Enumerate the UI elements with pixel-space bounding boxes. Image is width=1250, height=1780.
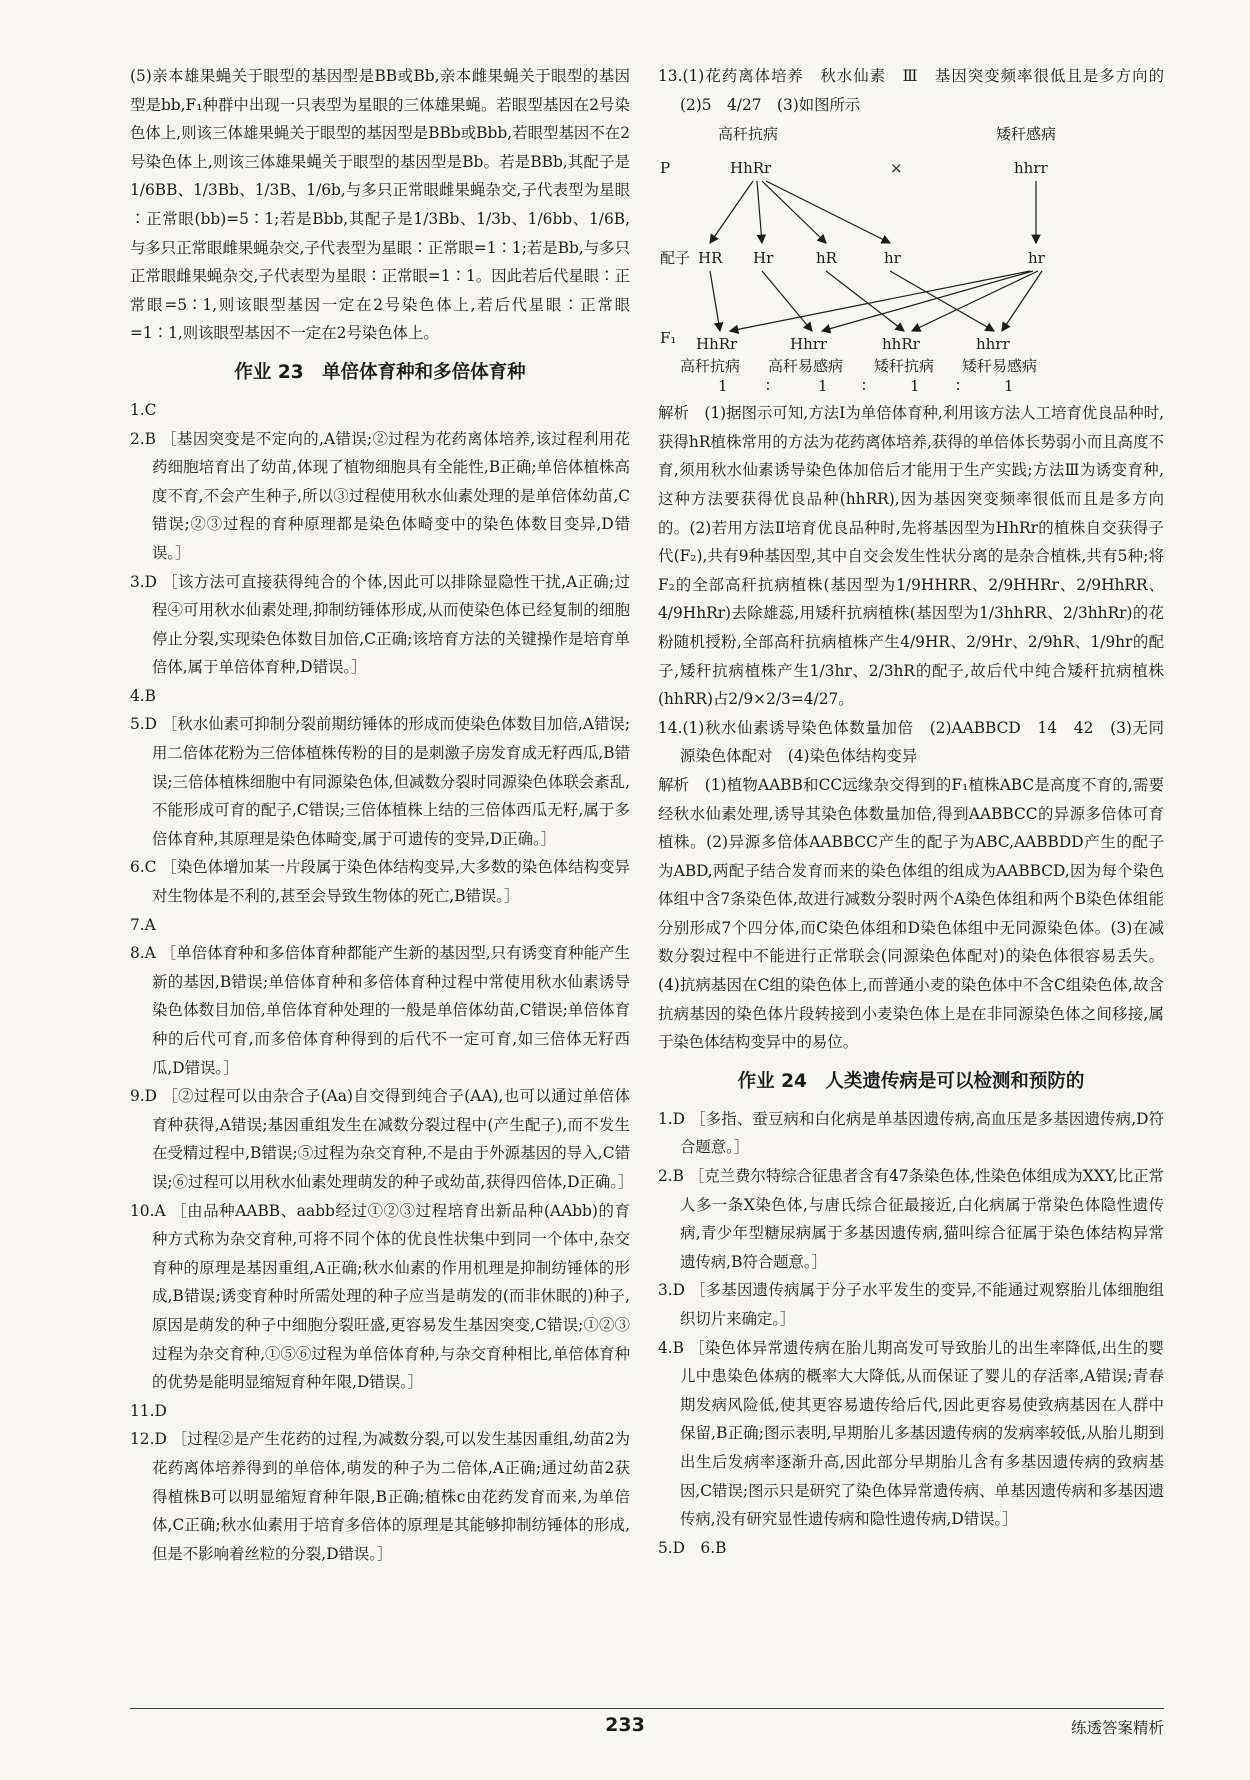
answer-5: (5)亲本雄果蝇关于眼型的基因型是BB或Bb,亲本雌果蝇关于眼型的基因型是bb,F₁种群中出现一只表型为星眼的三体雄果蝇。若眼型基因在2号染色体上,则该三体雄果蝇关于眼型的基因型是BBb或Bbb,若眼型基因不在2号染色体上,则该三体雄果蝇关于眼型的基因型是Bb。若是BBb,其配子是1/6BB、1/3Bb、1/3B、1/6b,与多只正常眼雌果蝇杂交,子代表型为星眼∶正常眼(bb)=5∶1;若是Bbb,其配子是1/3Bb、1/3b、1/6bb、1/6B,与多只正常眼雌果蝇杂交,子代表型为星眼∶正常眼=1∶1;若是Bb,与多只正常眼雌果蝇杂交,子代表型为星眼∶正常眼=1∶1。因此若后代星眼∶正常眼=5∶1,则该眼型基因一定在2号染色体上,若后代星眼∶正常眼=1∶1,则该眼型基因不一定在2号染色体上。	[130, 67, 630, 343]
analysis-13: 解析 (1)据图示可知,方法Ⅰ为单倍体育种,利用该方法人工培育优良品种时,获得hR植株常用的方法为花药离体培养,获得的单倍体长势弱小而且高度不育,须用秋水仙素诱导染色体加倍后才能用于生产实践;方法Ⅲ为诱变育种,这种方法要获得优良品种(hhRR),因为基因突变频率很低而且是多方向的。(2)若用方法Ⅱ培育优良品种时,先将基因型为HhRr的植株自交获得子代(F₂),共有9种基因型,其中自交会发生性状分离的是杂合植株,共有5种;将F₂的全部高秆抗病植株(基因型为1/9HHRR、2/9HHRr、2/9HhRR、4/9HhRr)去除雄蕊,用矮秆抗病植株(基因型为1/3hhRR、2/3hhRr)的花粉随机授粉,全部高秆抗病植株产生4/9HR、2/9Hr、2/9hR、1/9hr的配子,矮秆抗病植株产生1/3hr、2/3hR的配子,故后代中纯合矮秆抗病植株(hhRR)占2/9×2/3=4/27。	[658, 404, 1164, 709]
answer-item: 8.A ［单倍体育种和多倍体育种都能产生新的基因型,只有诱变育种能产生新的基因,B错误;单倍体育种和多倍体育种过程中常使用秋水仙素诱导染色体数目加倍,单倍体育种处理的一般是单倍体幼苗,C错误;单倍体育种的后代可育,而多倍体育种得到的后代不一定可育,如三倍体无籽西瓜,D错误。］	[130, 944, 630, 1077]
page-number: 233	[605, 1714, 645, 1736]
answer-item: 2.B ［基因突变是不定向的,A错误;②过程为花药离体培养,该过程利用花药细胞培育出了幼苗,体现了植物细胞具有全能性,B正确;单倍体植株高度不育,不会产生种子,所以③过程使用秋水仙素处理的是单倍体幼苗,C错误;②③过程的育种原理都是染色体畸变中的染色体数目变异,D错误。］	[130, 429, 630, 562]
offspring-phenotype: 高秆抗病	[680, 357, 741, 376]
cross-symbol: ×	[890, 159, 903, 178]
answer-item: 2.B ［克兰费尔特综合征患者含有47条染色体,性染色体组成为XXY,比正常人多一条X染色体,与唐氏综合征最接近,白化病属于常染色体隐性遗传病,青少年型糖尿病属于多基因遗传病,猫叫综合征属于染色体结构异常遗传病,B符合题意。］	[658, 1167, 1164, 1271]
meiosis-arrows	[710, 181, 1036, 243]
answer-item: 3.D ［多基因遗传病属于分子水平发生的变异,不能通过观察胎儿体细胞组织切片来确定。］	[658, 1281, 1164, 1328]
ratio-separator: ∶	[862, 377, 866, 394]
gamete-parent2: hr	[1028, 249, 1045, 268]
answer-item: 6.C ［染色体增加某一片段属于染色体结构变异,大多数的染色体结构变异对生物体是不利的,甚至会导致生物体的死亡,B错误。］	[130, 858, 630, 906]
right-column	[658, 62, 1180, 1562]
parent1-phenotype: 高秆抗病	[718, 125, 779, 144]
answer-item: 4.B	[130, 686, 156, 705]
ratio-value: 1	[718, 377, 728, 394]
answer-item: 1.D ［多指、蚕豆病和白化病是单基因遗传病,高血压是多基因遗传病,D符合题意。］	[658, 1109, 1164, 1157]
offspring-genotype: HhRr	[696, 335, 738, 354]
answer-item: 11.D	[130, 1401, 167, 1420]
genetic-cross-diagram	[658, 121, 1164, 393]
parent2-genotype: hhrr	[1014, 159, 1048, 178]
ratio-value: 1	[1004, 377, 1014, 394]
section-title-23: 作业 23 单倍体育种和多倍体育种	[234, 361, 526, 383]
offspring-phenotype: 矮秆抗病	[874, 357, 935, 376]
gamete-hr4: hr	[884, 249, 901, 268]
offspring-genotype: Hhrr	[790, 335, 828, 354]
left-column	[130, 62, 634, 1568]
gamete-hr1: HR	[698, 249, 723, 268]
ratio-value: 1	[818, 377, 828, 394]
answer-item: 7.A	[130, 915, 156, 934]
ratio-separator: ∶	[766, 377, 770, 394]
f1-label: F₁	[660, 329, 677, 348]
offspring-genotype: hhRr	[882, 335, 920, 354]
answer-item: 3.D ［该方法可直接获得纯合的个体,因此可以排除显隐性干扰,A正确;过程④可用秋水仙素处理,抑制纺锤体形成,从而使染色体已经复制的细胞停止分裂,实现染色体数目加倍,C正确;该培育方法的关键操作是培育单倍体,属于单倍体育种,D错误。］	[130, 572, 630, 677]
parent1-genotype: HhRr	[730, 159, 772, 178]
answer-item: 5.D 6.B	[658, 1538, 727, 1557]
ratio-separator: ∶	[956, 377, 960, 394]
footer-rule	[130, 1708, 1164, 1709]
offspring-phenotype: 矮秆易感病	[962, 357, 1038, 376]
parent2-phenotype: 矮秆感病	[996, 125, 1057, 144]
answer-item: 10.A ［由品种AABB、aabb经过①②③过程培育出新品种(AAbb)的育种方式称为杂交育种,可将不同个体的优良性状集中到同一个体中,杂交育种的原理是基因重组,A正确;秋水仙素的作用机理是抑制纺锤体的形成,B错误;诱变育种时所需处理的种子应当是萌发的(而非休眠的)种子,原因是萌发的种子中细胞分裂旺盛,更容易发生基因突变,C错误;①②③过程为杂交育种,①⑤⑥过程为单倍体育种,与杂交育种相比,单倍体育种的优势是能明显缩短育种年限,D错误。］	[130, 1201, 630, 1392]
answer-item: 12.D ［过程②是产生花药的过程,为减数分裂,可以发生基因重组,幼苗2为花药离体培养得到的单倍体,萌发的种子为二倍体,A正确;通过幼苗2获得植株B可以明显缩短育种年限,B正确;植株c由花药发育而来,为单倍体,C正确;秋水仙素用于培育多倍体的原理是其能够抑制纺锤体的形成,但是不影响着丝粒的分裂,D错误。］	[130, 1430, 630, 1563]
gamete-hr2: Hr	[753, 249, 774, 268]
answer-item: 1.C	[130, 400, 157, 419]
footer-label: 练透答案精析	[1070, 1719, 1164, 1737]
analysis-14: 解析 (1)植物AABB和CC远缘杂交得到的F₁植株ABC是高度不育的,需要经秋水仙素处理,诱导其染色体数量加倍,得到AABBCC的异源多倍体可育植株。(2)异源多倍体AABBCC产生的配子为ABC,AABBDD产生的配子为ABD,两配子结合发育而来的染色体组的组成为AABBCD,因为每个染色体组中含7条染色体,故进行减数分裂时两个A染色体组和两个B染色体组能分别形成7个四分体,而C染色体组和D染色体组中无同源染色体。(3)在减数分裂过程中不能进行正常联会(同源染色体配对)的染色体很容易丢失。(4)抗病基因在C组的染色体上,而普通小麦的染色体中不含C组染色体,故含抗病基因的染色体片段转接到小麦染色体上是在非同源染色体之间移接,属于染色体结构变异中的易位。	[658, 775, 1164, 1052]
ratio-value: 1	[910, 377, 920, 394]
answer-item: 9.D ［②过程可以由杂合子(Aa)自交得到纯合子(AA),也可以通过单倍体育种获得,A错误;基因重组发生在减数分裂过程中(产生配子),而不发生在受精过程中,B错误;⑤过程为杂交育种,不是由于外源基因的导入,C错误;⑥过程可以用秋水仙素处理萌发的种子或幼苗,获得四倍体,D正确。］	[130, 1087, 634, 1191]
answer-14: 14.(1)秋水仙素诱导染色体数量加倍 (2)AABBCD 14 42 (3)无同源染色体配对 (4)染色体结构变异	[658, 718, 1164, 766]
answer-item: 5.D ［秋水仙素可抑制分裂前期纺锤体的形成而使染色体数目加倍,A错误;用二倍体花粉为三倍体植株传粉的目的是刺激子房发育成无籽西瓜,B错误;三倍体植株细胞中有同源染色体,但减数分裂时同源染色体联会紊乱,不能形成可育的配子,C错误;三倍体植株上结的三倍体西瓜无籽,属于多倍体育种,其原理是染色体畸变,属于可遗传的变异,D正确。］	[130, 715, 630, 848]
p-generation-label: P	[660, 159, 671, 178]
offspring-phenotype: 高秆易感病	[768, 357, 844, 376]
gamete-label: 配子	[660, 249, 691, 268]
fertilization-arrows	[710, 271, 1042, 331]
section-title-24: 作业 24 人类遗传病是可以检测和预防的	[737, 1070, 1085, 1092]
gamete-hr3: hR	[816, 249, 837, 268]
answer-item: 4.B ［染色体异常遗传病在胎儿期高发可导致胎儿的出生率降低,出生的婴儿中患染色体病的概率大大降低,从而保证了婴儿的存活率,A错误;青春期发病风险低,使其更容易遗传给后代,因此更容易使致病基因在人群中保留,B正确;图示表明,早期胎儿多基因遗传病的发病率较低,从胎儿期到出生后发病率逐渐升高,因此部分早期胎儿含有多基因遗传病的致病基因,C错误;图示只是研究了染色体异常遗传病、单基因遗传病和多基因遗传病,没有研究显性遗传病和隐性遗传病,D错误。］	[658, 1338, 1164, 1529]
offspring-genotype: hhrr	[976, 335, 1010, 354]
answer-13: 13.(1)花药离体培养 秋水仙素 Ⅲ 基因突变频率很低且是多方向的 (2)5 4/27 (3)如图所示	[658, 67, 1180, 114]
